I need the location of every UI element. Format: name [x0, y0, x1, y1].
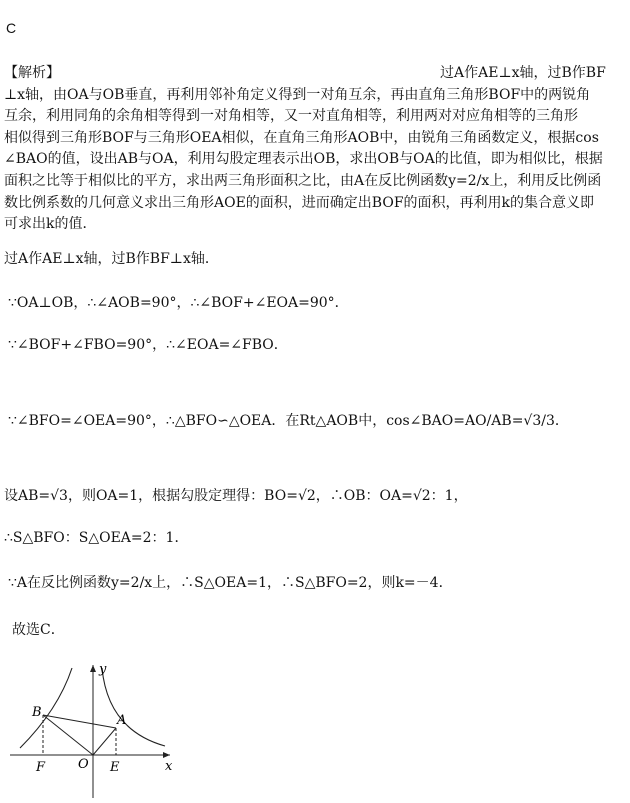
analysis-line-5: 面积之比等于相似比的平方，求出两三角形面积之比，由A在反比例函数y=2/x上，利用反比例函 [4, 172, 602, 189]
solution-line-0: 过A作AE⊥x轴，过B作BF⊥x轴． [4, 251, 219, 267]
y-axis-arrow [90, 665, 96, 672]
analysis-line-2: 互余，利用同角的余角相等得到一对角相等，又一对直角相等，利用两对对应角相等的三角形 [4, 108, 578, 125]
solution-line-6: ∵A在反比例函数y=2/x上，∴S△OEA=1，∴S△BFO=2，则k=－4． [8, 575, 453, 591]
x-axis-label: x [165, 759, 173, 774]
solution-line-3: ∵∠BFO=∠OEA=90°，∴△BFO∽△OEA．在Rt△AOB中，cos∠BAO=AO/AB=√3/3． [8, 413, 569, 429]
x-axis-arrow [163, 752, 170, 758]
hyperbola-diagram [10, 660, 195, 800]
solution-line-1: ∵OA⊥OB，∴∠AOB=90°，∴∠BOF+∠EOA=90°． [8, 295, 349, 311]
analysis-line-0: 过A作AE⊥x轴，过B作BF [440, 65, 606, 81]
segment-oa [93, 728, 116, 755]
analysis-line-6: 数比例系数的几何意义求出三角形AOE的面积，进而确定出BOF的面积，再利用k的集合意义即 [4, 194, 595, 211]
left-hyperbola-branch [20, 668, 72, 748]
analysis-paragraph [4, 63, 626, 236]
y-axis-label: y [99, 662, 107, 677]
solution-line-7: 故选C． [12, 622, 65, 638]
point-a-label: A [117, 713, 127, 728]
answer-letter: C [6, 20, 17, 36]
analysis-line-7: 可求出k的值． [4, 216, 97, 233]
segment-ob [43, 715, 93, 755]
analysis-tag: 【解析】 [4, 65, 60, 81]
point-e-label: E [110, 760, 120, 775]
origin-label: O [78, 757, 89, 772]
solution-line-5: ∴S△BFO：S△OEA=2：1． [4, 530, 189, 546]
analysis-line-3: 相似得到三角形BOF与三角形OEA相似，在直角三角形AOB中，由锐角三角函数定义，根据cos [4, 129, 599, 146]
solution-line-2: ∵∠BOF+∠FBO=90°，∴∠EOA=∠FBO． [8, 337, 288, 353]
analysis-line-1: ⊥x轴，由OA与OB垂直，再利用邻补角定义得到一对角互余，再由直角三角形BOF中的两锐角 [4, 86, 591, 103]
analysis-line-4: ∠BAO的值，设出AB与OA，利用勾股定理表示出OB，求出OB与OA的比值，即为相似比，根据 [4, 151, 603, 168]
segment-ab [43, 715, 116, 728]
point-f-label: F [36, 760, 46, 775]
point-b-label: B [32, 705, 42, 720]
right-hyperbola-branch [102, 668, 165, 746]
solution-line-4: 设AB=√3，则OA=1，根据勾股定理得：BO=√2，∴OB：OA=√2：1， [4, 488, 468, 504]
